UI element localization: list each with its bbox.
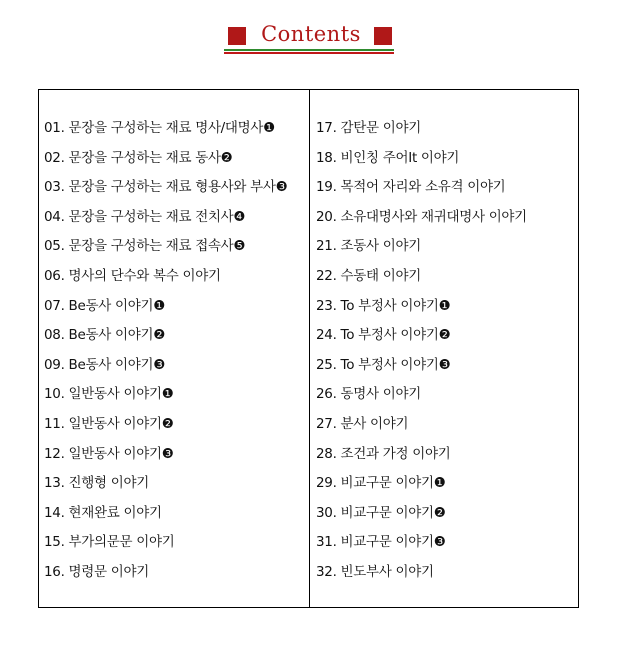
title-underline-red (224, 52, 394, 54)
toc-item: 23. To 부정사 이야기❶ (316, 297, 451, 314)
toc-item: 19. 목적어 자리와 소유격 이야기 (316, 179, 506, 196)
toc-item: 10. 일반동사 이야기❶ (44, 386, 174, 403)
toc-item: 16. 명령문 이야기 (44, 563, 149, 580)
table-of-contents (38, 89, 579, 608)
page-title: Contents (261, 22, 361, 46)
toc-item: 30. 비교구문 이야기❷ (316, 504, 446, 521)
toc-item: 05. 문장을 구성하는 재료 접속사❺ (44, 238, 246, 255)
toc-item: 15. 부가의문문 이야기 (44, 534, 175, 551)
toc-item: 28. 조건과 가정 이야기 (316, 445, 451, 462)
toc-item: 01. 문장을 구성하는 재료 명사/대명사❶ (44, 120, 275, 136)
toc-item: 17. 감탄문 이야기 (316, 120, 421, 136)
toc-item: 09. Be동사 이야기❸ (44, 356, 166, 373)
toc-item: 08. Be동사 이야기❷ (44, 327, 166, 344)
toc-item: 11. 일반동사 이야기❷ (44, 415, 174, 432)
toc-item: 22. 수동태 이야기 (316, 267, 421, 284)
toc-item: 26. 동명사 이야기 (316, 386, 421, 403)
toc-item: 03. 문장을 구성하는 재료 형용사와 부사❸ (44, 179, 288, 196)
toc-item: 27. 분사 이야기 (316, 415, 409, 432)
toc-item: 25. To 부정사 이야기❸ (316, 356, 451, 373)
toc-item: 14. 현재완료 이야기 (44, 504, 162, 521)
toc-item: 32. 빈도부사 이야기 (316, 563, 434, 580)
toc-item: 06. 명사의 단수와 복수 이야기 (44, 267, 221, 284)
toc-item: 20. 소유대명사와 재귀대명사 이야기 (316, 208, 527, 225)
toc-item: 13. 진행형 이야기 (44, 475, 149, 492)
title-underline-green (224, 49, 394, 51)
toc-item: 04. 문장을 구성하는 재료 전치사❹ (44, 208, 246, 225)
toc-item: 21. 조동사 이야기 (316, 238, 421, 255)
toc-item: 18. 비인칭 주어It 이야기 (316, 149, 460, 166)
toc-item: 12. 일반동사 이야기❸ (44, 445, 174, 462)
square-bullet-icon (374, 27, 392, 45)
toc-column-right (316, 114, 527, 588)
square-bullet-icon (228, 27, 246, 45)
column-divider (309, 90, 310, 607)
toc-item: 29. 비교구문 이야기❶ (316, 475, 446, 492)
toc-item: 24. To 부정사 이야기❷ (316, 327, 451, 344)
toc-item: 02. 문장을 구성하는 재료 동사❷ (44, 149, 233, 166)
toc-item: 07. Be동사 이야기❶ (44, 297, 166, 314)
toc-item: 31. 비교구문 이야기❸ (316, 534, 446, 551)
toc-column-left (44, 114, 287, 588)
